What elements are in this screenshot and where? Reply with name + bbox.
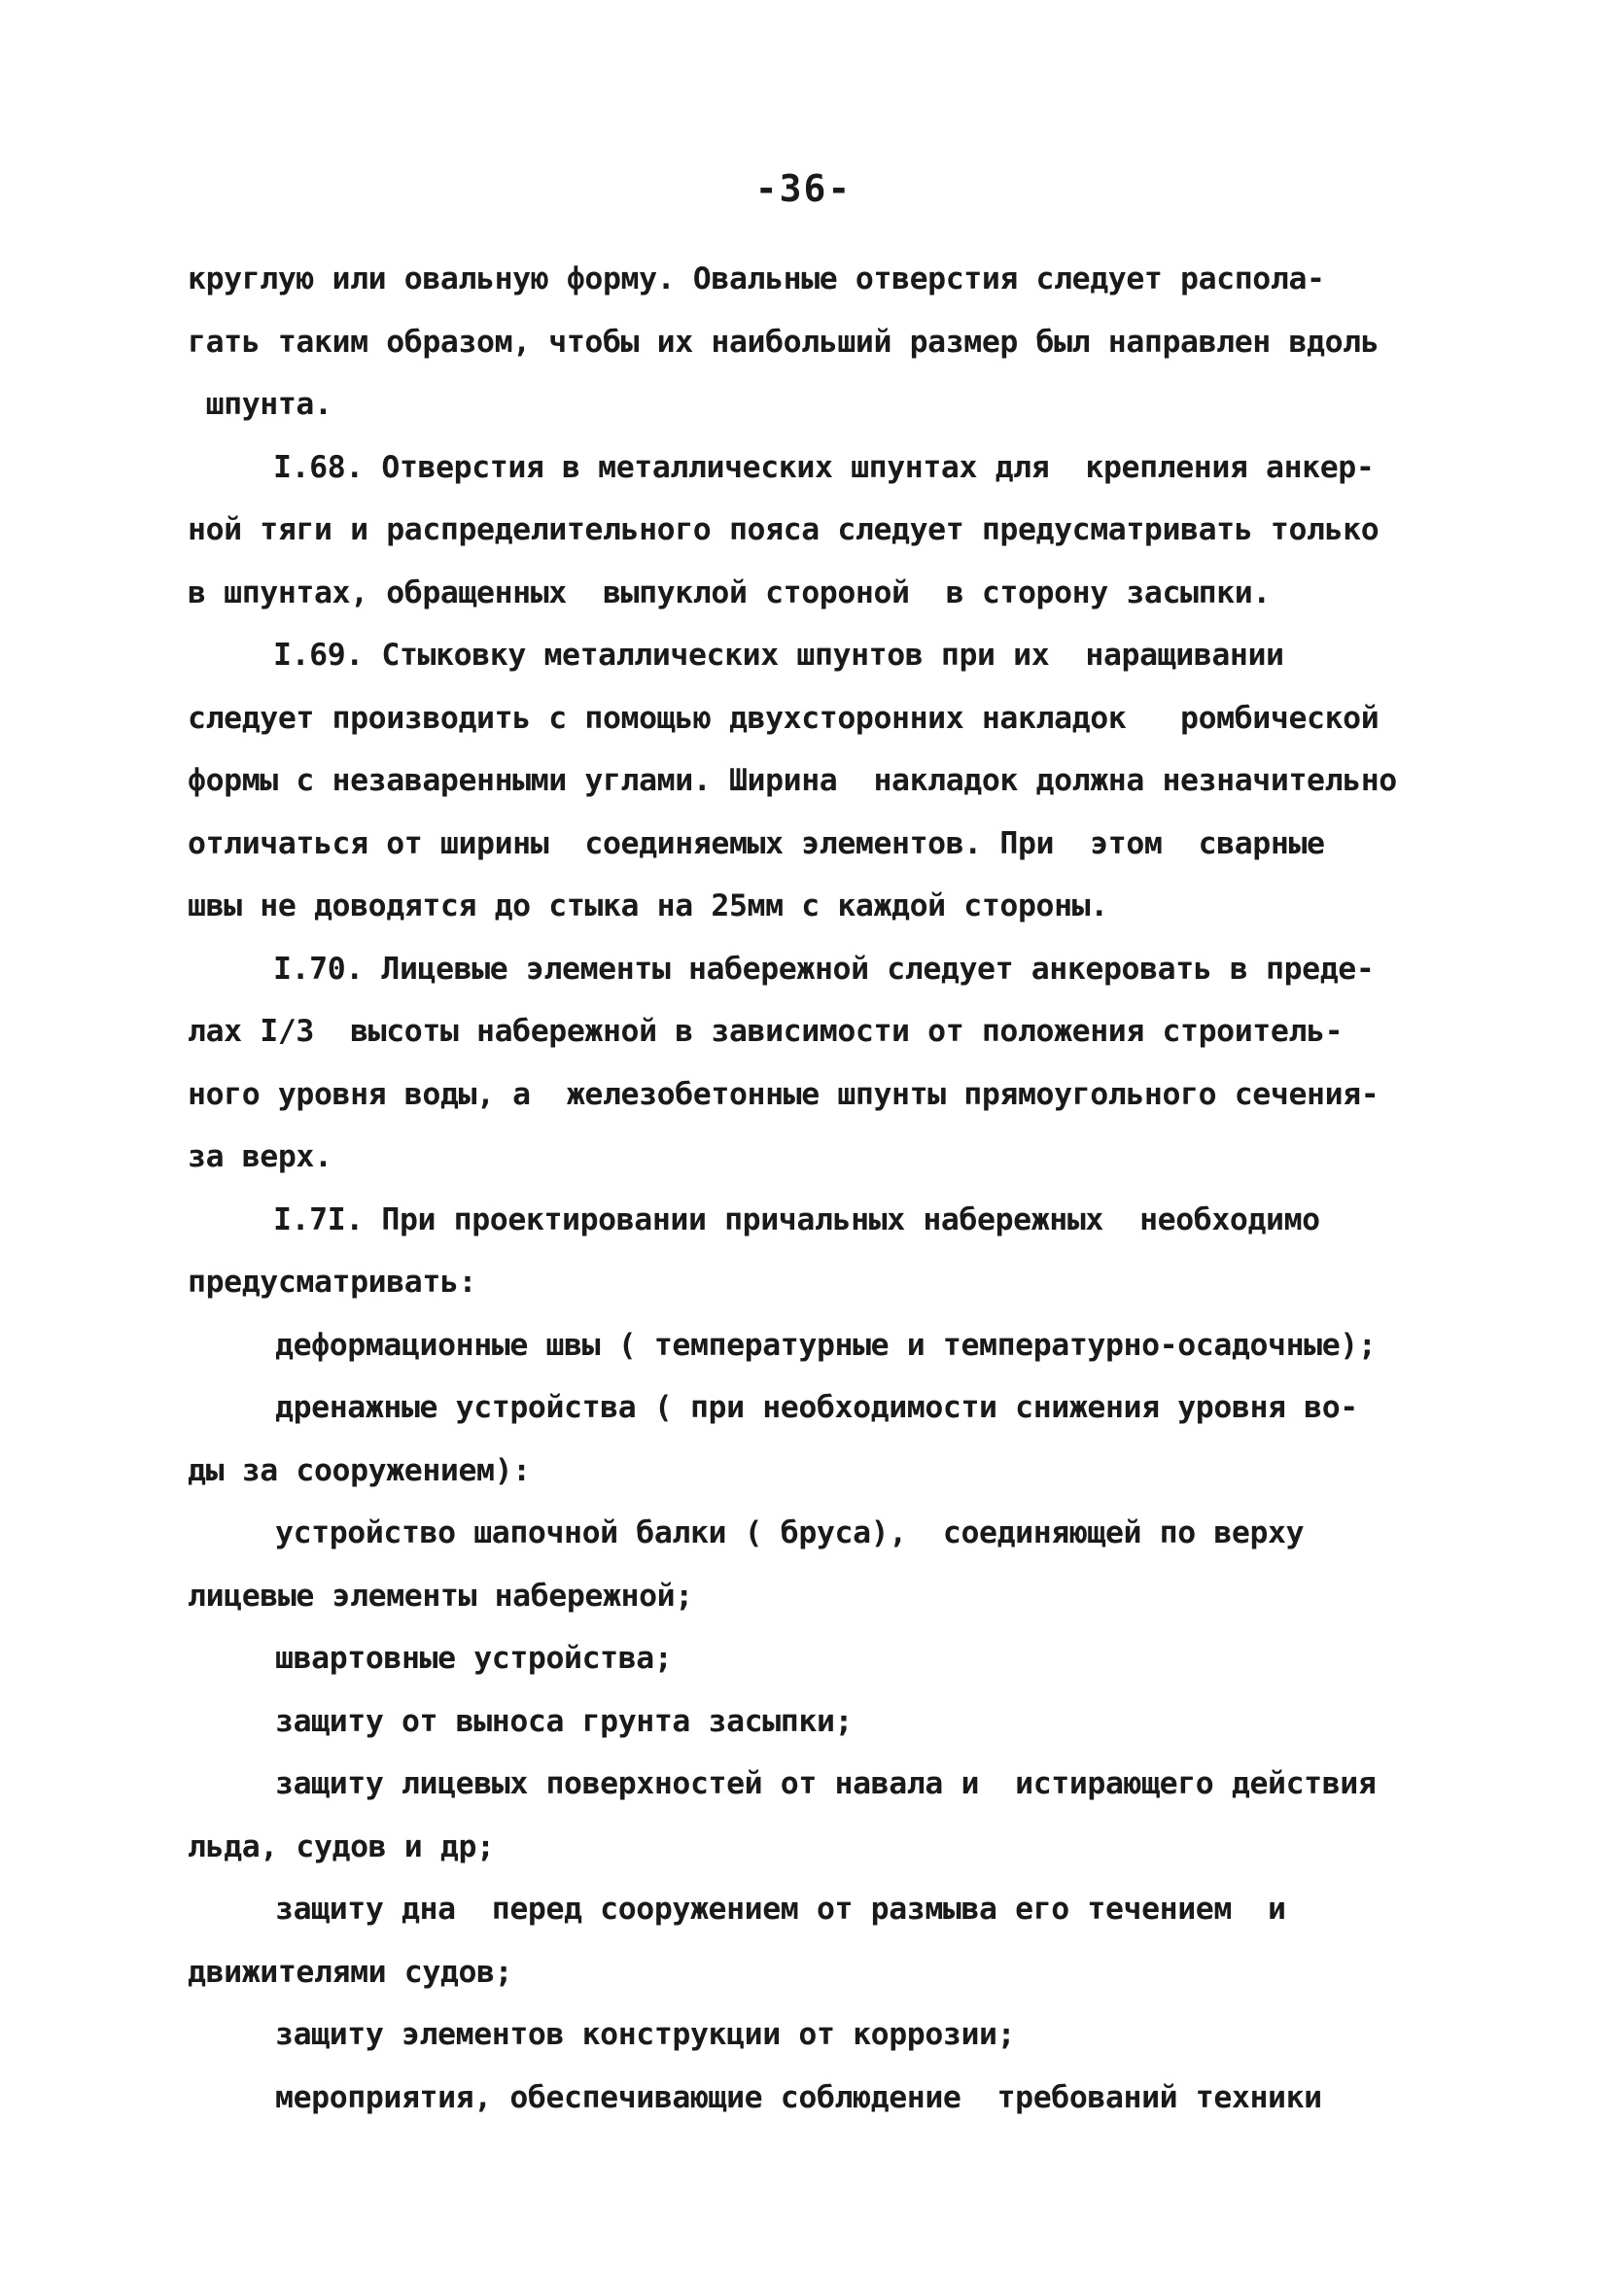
text-line: ной тяги и распределительного пояса следует предусматривать только (188, 512, 1380, 547)
document-body (188, 248, 1451, 2129)
text-line: защиту лицевых поверхностей от навала и истирающего действия (275, 1766, 1377, 1801)
text-line: предусматривать: (188, 1265, 477, 1300)
text-line: I.69. Стыковку металлических шпунтов при их наращивании (273, 638, 1284, 673)
text-line: формы с незаваренными углами. Ширина накладок должна незначительно (188, 763, 1397, 798)
text-line: шпунта. (188, 387, 332, 422)
text-line: движителями судов; (188, 1954, 513, 1990)
text-line: ды за сооружением): (188, 1452, 531, 1488)
text-line: в шпунтах, обращенных выпуклой стороной в сторону засыпки. (188, 574, 1271, 610)
text-line: защиту дна перед сооружением от размыва его течением и (275, 1892, 1286, 1927)
text-line: мероприятия, обеспечивающие соблюдение требований техники (275, 2079, 1322, 2115)
text-line: швы не доводятся до стыка на 25мм с каждой стороны. (188, 888, 1108, 923)
text-line: льда, судов и др; (188, 1828, 495, 1864)
text-line: швартовные устройства; (275, 1641, 673, 1676)
text-line: дренажные устройства ( при необходимости снижения уровня во- (275, 1390, 1358, 1425)
text-line: следует производить с помощью двухсторонних накладок ромбической (188, 700, 1380, 736)
text-line: защиту элементов конструкции от коррозии; (275, 2017, 1016, 2052)
page-number: -36- (754, 167, 853, 210)
text-line: лах I/3 высоты набережной в зависимости от положения строитель- (188, 1014, 1344, 1049)
text-line: I.68. Отверстия в металлических шпунтах для крепления анкер- (273, 449, 1375, 485)
text-line: устройство шапочной балки ( бруса), соединяющей по верху (275, 1515, 1305, 1550)
text-line: I.7I. При проектировании причальных набережных необходимо (273, 1201, 1320, 1237)
text-line: отличаться от ширины соединяемых элементов. При этом сварные (188, 825, 1325, 861)
text-line: круглую или овальную форму. Овальные отверстия следует распола- (188, 261, 1325, 296)
text-line: деформационные швы ( температурные и температурно-осадочные); (275, 1327, 1377, 1363)
text-line: I.70. Лицевые элементы набережной следует анкеровать в преде- (273, 951, 1375, 987)
text-line: гать таким образом, чтобы их наибольший размер был направлен вдоль (188, 324, 1380, 360)
text-line: лицевые элементы набережной; (188, 1578, 693, 1614)
text-line: за верх. (188, 1139, 332, 1174)
text-line: ного уровня воды, а железобетонные шпунты прямоугольного сечения- (188, 1076, 1380, 1112)
text-line: защиту от выноса грунта засыпки; (275, 1703, 854, 1739)
